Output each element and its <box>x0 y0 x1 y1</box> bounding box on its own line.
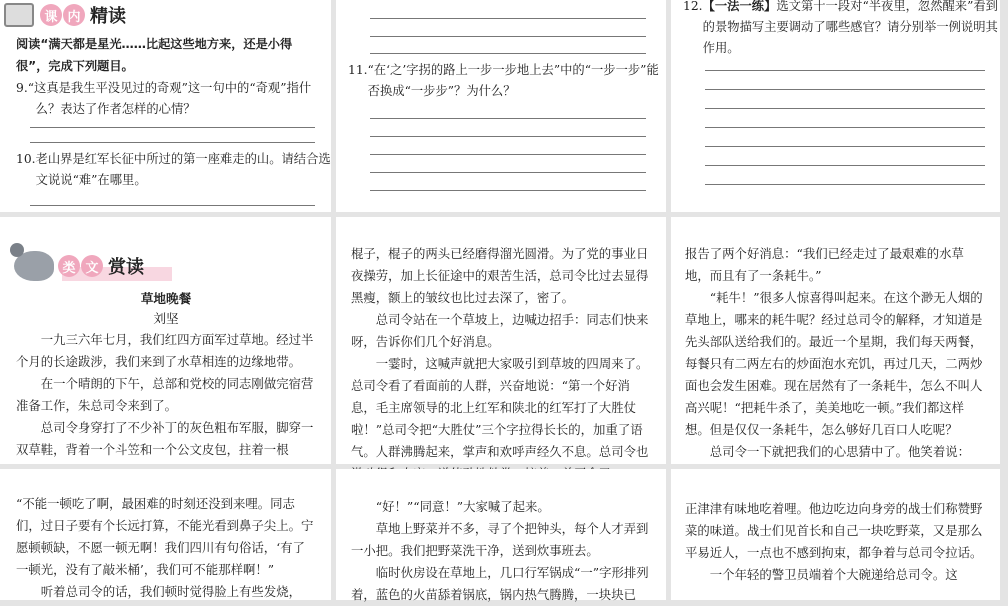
answer-line <box>370 118 646 119</box>
passage-paragraph: 一九三六年七月，我们红四方面军过草地。经过半个月的长途跋涉，我们来到了水草相连的边缘地带。 <box>16 332 314 369</box>
passage-paragraph: 听着总司令的话，我们顿时觉得脸上有些发烧， <box>40 584 301 599</box>
question-12-text: 选文第十一段对“半夜里，忽然醒来”看到的景物描写主要调动了哪些感官？请分别举一例说明其作用。 <box>702 0 998 55</box>
passage-paragraph: “耗牛！”很多人惊喜得叫起来。在这个渺无人烟的草地上，哪来的耗牛呢？经过总司令的解释，才知道是先头部队送给我们的。最近一个星期，我们每天两餐，每餐只有二两左右的炒面泡水充饥，再过几天，二两炒面也会发生困难。现在居然有了一条耗牛，怎么不叫人高兴呢！“把耗牛杀了，美美地吃一顿。”我们都这样想。但是仅仅一条耗牛，怎么够好几百口人吃呢？ <box>685 290 983 437</box>
passage-title: 草地晚餐 <box>140 291 192 306</box>
header-bubble-1: 类 <box>58 255 80 277</box>
passage-paragraph: “不能一顿吃了啊，最困难的时刻还没到来哩。同志们，过日子要有个长远打算，不能光看到鼻子尖上。宁愿顿顿缺，不愿一顿无啊！我们四川有句俗话，‘有了一顿光，没有了敲米桶’，我们可不能那样啊！” <box>16 496 314 577</box>
panel-question-11 <box>336 0 666 212</box>
question-12: 12.【一法一练】选文第十一段对“半夜里，忽然醒来”看到的景物描写主要调动了哪些感官？请分别举一例说明其作用。 <box>683 0 998 55</box>
answer-line <box>370 154 646 155</box>
answer-line <box>705 165 985 166</box>
passage-paragraph: “好！”“同意！”大家喊了起来。 <box>375 499 550 514</box>
answer-line <box>370 18 646 19</box>
monitor-icon <box>4 3 34 27</box>
panel-passage-3 <box>671 217 1000 464</box>
answer-line <box>30 127 315 128</box>
section-header-kenei <box>4 2 126 28</box>
passage-paragraph: 总司令站在一个草坡上，边喊边招手：同志们快来呀，告诉你们几个好消息。 <box>351 312 649 349</box>
passage-paragraph: 报告了两个好消息：“我们已经走过了最艰难的水草地，而且有了一条耗牛。” <box>685 246 964 283</box>
reading-intro: 阅读“满天都是星光……比起这些地方来，还是小得很”，完成下列题目。 <box>16 37 293 73</box>
answer-line <box>705 146 985 147</box>
panel-passage-4 <box>0 469 331 600</box>
answer-line <box>705 184 985 185</box>
answer-line <box>705 127 985 128</box>
answer-line <box>370 36 646 37</box>
mascot-icon <box>14 251 54 281</box>
answer-line <box>30 205 315 206</box>
passage-paragraph: 临时伙房设在草地上，几口行军锅成“一”字形排列着，蓝色的火苗舔着锅底，锅内热气腾腾，一块块已 <box>351 565 649 602</box>
question-11: 11.“在‘之’字拐的路上一步一步地上去”中的“一步一步”能否换成“一步步”？为什么？ <box>348 63 659 98</box>
answer-line <box>30 142 315 143</box>
passage-paragraph: 一个年轻的警卫员端着个大碗递给总司令。这 <box>709 567 958 582</box>
passage-paragraph: 一霎时，这喊声就把大家吸引到草坡的四周来了。总司令看了看面前的人群，兴奋地说：“第一个好消息，毛主席领导的北上红军和陕北的红军打了大胜仗啦！”总司令把“大胜仗”三个字拉得长长的，加重了语气。人群沸腾起来，掌声和欢呼声经久不息。总司令也 <box>351 356 649 459</box>
answer-line <box>705 108 985 109</box>
panel-reading-questions <box>0 0 331 212</box>
answer-line <box>370 172 646 173</box>
panel-passage-2 <box>336 217 666 464</box>
answer-line <box>370 136 646 137</box>
passage-paragraph: 正津津有味地吃着哩。他边吃边向身旁的战士们称赞野菜的味道。战士们见首长和自己一块吃野菜，又是那么平易近人，一点也不感到拘束，都争着与总司令拉话。 <box>685 501 983 560</box>
answer-line <box>705 89 985 90</box>
answer-line <box>705 70 985 71</box>
passage-author: 刘坚 <box>153 311 179 326</box>
question-9: 9.“这真是我生平没见过的奇观”这一句中的“奇观”指什么？表达了作者怎样的心情？ <box>16 81 312 116</box>
passage-paragraph: 草地上野菜并不多，寻了个把钟头，每个人才弄到一小把。我们把野菜洗干净，送到炊事班去。 <box>351 521 649 558</box>
header-bubble-1: 课 <box>40 4 62 26</box>
panel-question-12 <box>671 0 1000 212</box>
section-title: 精读 <box>90 6 126 27</box>
section-header-leiwen <box>14 251 144 281</box>
section-title: 赏读 <box>108 257 144 278</box>
panel-passage-start <box>0 217 331 464</box>
passage-paragraph: 总司令身穿打了不少补丁的灰色粗布军服，脚穿一双草鞋，背着一个斗笠和一个公文皮包，拄着一根 <box>16 420 314 457</box>
header-bubble-2: 内 <box>63 4 85 26</box>
header-bubble-2: 文 <box>81 255 103 277</box>
passage-paragraph: 棍子，棍子的两头已经磨得溜光圆滑。为了党的事业日夜操劳，加上长征途中的艰苦生活，总司令比过去显得黑瘦，额上的皱纹也比过去深了，密了。 <box>351 246 649 305</box>
panel-passage-5 <box>336 469 666 600</box>
passage-paragraph: 总司令一下就把我们的心思猜中了。他笑着说： <box>709 444 970 459</box>
practice-tag: 【一法一练】 <box>702 0 777 13</box>
answer-line <box>370 190 646 191</box>
answer-line <box>370 53 646 54</box>
panel-passage-6 <box>671 469 1000 600</box>
passage-paragraph: 在一个晴朗的下午，总部和党校的同志刚做完宿营准备工作，朱总司令来到了。 <box>16 376 314 413</box>
question-10: 10.老山界是红军长征中所过的第一座难走的山。请结合选文说说“难”在哪里。 <box>16 152 331 187</box>
